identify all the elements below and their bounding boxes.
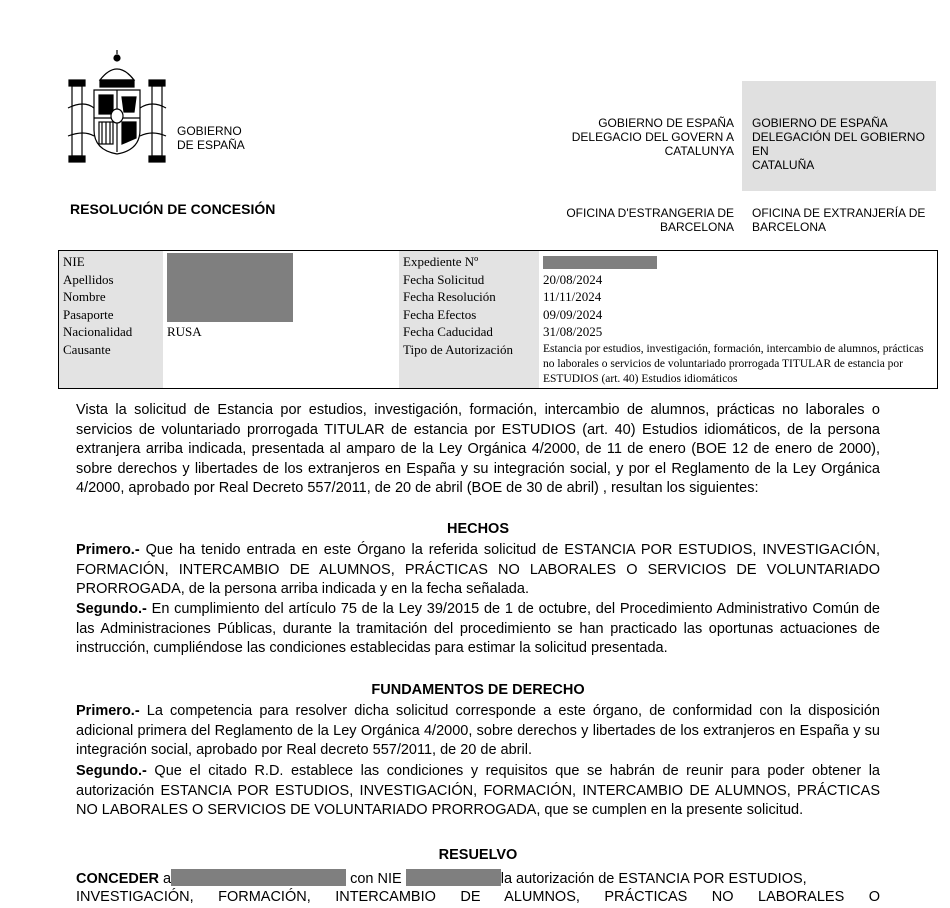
con-nie: con NIE bbox=[346, 871, 406, 887]
hechos-primero-label: Primero.- bbox=[76, 542, 140, 558]
logo-text-line2: DE ESPAÑA bbox=[177, 138, 245, 152]
left-labels bbox=[59, 251, 164, 389]
logo-text bbox=[177, 124, 245, 152]
fundamentos-segundo-label: Segundo.- bbox=[76, 763, 147, 779]
office-ca-line2: BARCELONA bbox=[659, 220, 734, 234]
logo-text-line1: GOBIERNO bbox=[177, 124, 242, 138]
resuelvo-heading: RESUELVO bbox=[438, 847, 518, 863]
label-nie: NIE bbox=[63, 254, 85, 269]
label-pasaporte: Pasaporte bbox=[63, 306, 114, 322]
value-fecha-resolucion: 11/11/2024 bbox=[543, 289, 602, 304]
office-es-line1: OFICINA DE EXTRANJERÍA DE bbox=[752, 206, 926, 220]
office-ca-line1: OFICINA D'ESTRANGERIA DE bbox=[566, 206, 734, 220]
info-table bbox=[58, 250, 938, 389]
header-ca-line3: CATALUNYA bbox=[664, 144, 734, 158]
header-ca-line1: GOBIERNO DE ESPAÑA bbox=[598, 116, 734, 130]
coat-of-arms-logo bbox=[66, 50, 168, 168]
label-nacionalidad: Nacionalidad bbox=[63, 324, 133, 339]
label-expediente: Expediente Nº bbox=[403, 254, 479, 269]
conceder-line bbox=[76, 869, 880, 890]
hechos-primero bbox=[76, 541, 880, 600]
label-nombre: Nombre bbox=[63, 289, 106, 304]
header-es-line1: GOBIERNO DE ESPAÑA bbox=[752, 116, 888, 130]
fundamentos-primero-text: La competencia para resolver dicha solicitud corresponde a este órgano, de conformidad con la disposición adicional primera del Reglamento de la Ley Orgánica 4/2000, sobre derechos y libertades de los extranjeros en España y su integración social, aprobado por Real decreto 557/2011, de 20 de abril. bbox=[76, 703, 880, 758]
fundamentos-primero bbox=[76, 702, 880, 761]
fundamentos-heading: FUNDAMENTOS DE DERECHO bbox=[371, 682, 585, 698]
label-fecha-efectos: Fecha Efectos bbox=[403, 306, 477, 322]
value-fecha-solicitud: 20/08/2024 bbox=[543, 271, 603, 287]
header-es-line3: CATALUÑA bbox=[752, 158, 815, 172]
label-fecha-caducidad: Fecha Caducidad bbox=[403, 324, 493, 339]
header-catalan bbox=[560, 116, 734, 158]
right-values bbox=[539, 251, 938, 389]
conceder-label: CONCEDER bbox=[76, 871, 159, 887]
conceder-a: a bbox=[158, 871, 172, 887]
label-apellidos: Apellidos bbox=[63, 271, 114, 287]
office-es-line2: BARCELONA bbox=[752, 220, 827, 234]
hechos-primero-text: Que ha tenido entrada en este Órgano la referida solicitud de ESTANCIA POR ESTUDIOS, INVESTIGACIÓN, FORMACIÓN, INTERCAMBIO DE ALUMNOS, PRÁCTICAS NO LABORALES O SERVICIOS DE VOLUNTARIADO PRORROGADA, de la persona arriba indicada y en la fecha señalada. bbox=[76, 542, 880, 597]
fundamentos-segundo-text: Que el citado R.D. establece las condiciones y requisitos que se habrán de reunir para poder obtener la autorización ESTANCIA POR ESTUDIOS, INVESTIGACIÓN, FORMACIÓN, INTERCAMBIO DE ALUMNOS, PRÁCTICAS NO LABORALES O SERVICIOS DE VOLUNTARIADO PRORROGADA, que se cumplen en la presente solicitud. bbox=[76, 763, 880, 818]
label-tipo-autorizacion: Tipo de Autorización bbox=[403, 341, 514, 357]
intro-paragraph: Vista la solicitud de Estancia por estudios, investigación, formación, intercambio de alumnos, prácticas no laborales o servicios de voluntariado prorrogada TITULAR de estancia por ESTUDIOS (art. 40) Estudios idiomáticos, de la persona extranjera arriba indicada, presentada al amparo de la Ley Orgánica 4/2000, de 11 de enero (BOE 12 de enero de 2000), sobre derechos y libertades de los extranjeros en España y su integración social, y por el Reglamento de la Ley Orgánica 4/2000, aprobado por Real Decreto 557/2011, de 20 de abril (BOE de 30 de abril) , resultan los siguientes: bbox=[76, 402, 880, 496]
redacted-expediente bbox=[543, 256, 657, 269]
redacted-personal-data bbox=[167, 253, 293, 322]
redacted-nie bbox=[406, 869, 501, 886]
header-ca-line2: DELEGACIO DEL GOVERN A bbox=[571, 130, 734, 144]
value-fecha-efectos: 09/09/2024 bbox=[543, 306, 603, 322]
left-values bbox=[163, 251, 399, 389]
last-line: INVESTIGACIÓN, FORMACIÓN, INTERCAMBIO DE ALUMNOS, PRÁCTICAS NO LABORALES O bbox=[76, 889, 880, 905]
hechos-segundo bbox=[76, 600, 880, 659]
value-tipo-autorizacion: Estancia por estudios, investigación, formación, intercambio de alumnos, prácticas no laborales o servicios de voluntariado prorrogada TITULAR de estancia por ESTUDIOS (art. 40) Estudios idiomáticos bbox=[543, 342, 924, 385]
label-fecha-resolucion: Fecha Resolución bbox=[403, 289, 496, 304]
header-es-line2: DELEGACIÓN DEL GOBIERNO EN bbox=[752, 130, 925, 158]
hechos-segundo-label: Segundo.- bbox=[76, 601, 147, 617]
header-spanish bbox=[752, 116, 936, 172]
label-causante: Causante bbox=[63, 341, 111, 357]
value-fecha-caducidad: 31/08/2025 bbox=[543, 324, 603, 339]
document-title: RESOLUCIÓN DE CONCESIÓN bbox=[70, 201, 276, 217]
fundamentos-segundo bbox=[76, 762, 880, 821]
right-labels bbox=[399, 251, 539, 389]
value-nacionalidad: RUSA bbox=[167, 324, 202, 339]
hechos-heading: HECHOS bbox=[446, 521, 510, 537]
office-spanish bbox=[752, 206, 936, 234]
redacted-name bbox=[171, 869, 346, 886]
label-fecha-solicitud: Fecha Solicitud bbox=[403, 271, 485, 287]
hechos-segundo-text: En cumplimiento del artículo 75 de la Ley 39/2015 de 1 de octubre, del Procedimiento Administrativo Común de las Administraciones Públicas, durante la tramitación del procedimiento se han practicado las oportunas actuaciones de instrucción, cumpliéndose las condiciones establecidas para estimar la solicitud presentada. bbox=[76, 601, 880, 656]
conceder-rest: la autorización de ESTANCIA POR ESTUDIOS, bbox=[500, 871, 807, 887]
fundamentos-primero-label: Primero.- bbox=[76, 703, 140, 719]
office-catalan bbox=[560, 206, 734, 234]
